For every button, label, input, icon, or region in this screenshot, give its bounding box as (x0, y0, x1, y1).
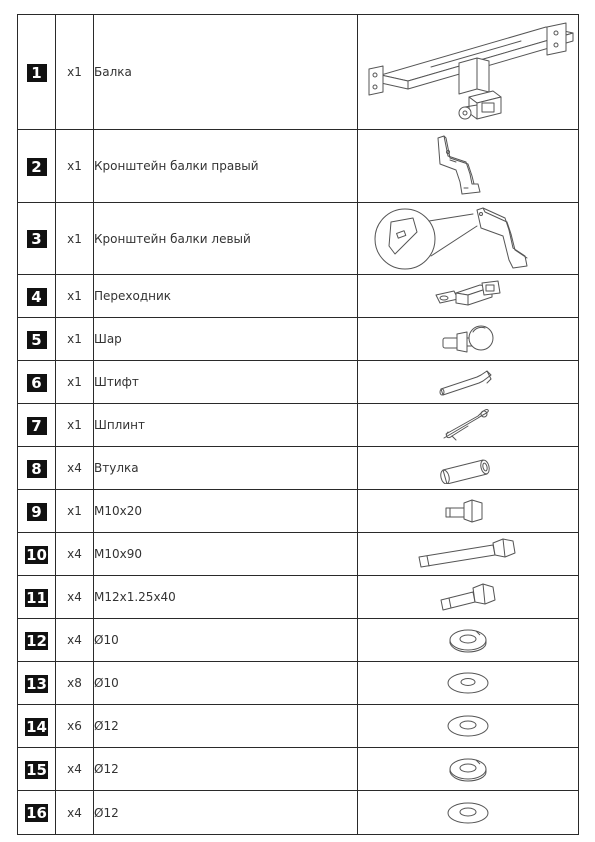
quantity-cell: x4 (56, 619, 94, 662)
quantity-cell: x1 (56, 275, 94, 318)
part-name: Шплинт (94, 404, 358, 447)
part-name: M10x20 (94, 490, 358, 533)
part-number-badge: 9 (27, 503, 47, 521)
table-row (18, 705, 579, 748)
part-number-badge: 6 (27, 374, 47, 392)
part-number-badge: 12 (26, 631, 47, 650)
quantity-cell: x1 (56, 318, 94, 361)
part-name: Ø12 (94, 748, 358, 791)
part-number-badge: 5 (27, 331, 47, 349)
part-name: Переходник (94, 275, 358, 318)
quantity-cell: x4 (56, 447, 94, 490)
table-row (18, 619, 579, 662)
table-row (18, 361, 579, 404)
quantity-cell: x1 (56, 15, 94, 130)
right-bracket-icon (418, 132, 518, 200)
quantity-cell: x1 (56, 490, 94, 533)
table-row (18, 791, 579, 835)
quantity-cell: x4 (56, 533, 94, 576)
part-number-badge: 11 (26, 588, 47, 607)
long-bolt-icon (413, 537, 523, 571)
part-name: Кронштейн балки правый (94, 130, 358, 203)
quantity-cell: x1 (56, 404, 94, 447)
table-row (18, 404, 579, 447)
table-row (18, 203, 579, 275)
table-row (18, 490, 579, 533)
quantity-cell: x4 (56, 576, 94, 619)
part-number-badge: 10 (26, 545, 47, 564)
cotter-pin-icon (438, 406, 498, 444)
spring-washer-icon (440, 623, 496, 657)
flat-washer-icon (440, 798, 496, 828)
quantity-cell: x1 (56, 361, 94, 404)
tow-bar-beam-icon (361, 17, 576, 127)
table-row (18, 318, 579, 361)
part-name: Ø12 (94, 705, 358, 748)
parts-table (17, 14, 579, 835)
pin-icon (433, 365, 503, 399)
part-number-badge: 16 (26, 804, 47, 822)
quantity-cell: x4 (56, 748, 94, 791)
part-name: Шар (94, 318, 358, 361)
flat-washer-icon (440, 668, 496, 698)
adapter-icon (428, 279, 508, 313)
table-row (18, 275, 579, 318)
quantity-cell: x8 (56, 662, 94, 705)
part-number-badge: 15 (26, 760, 47, 779)
part-name: M10x90 (94, 533, 358, 576)
table-row (18, 576, 579, 619)
part-number-badge: 3 (27, 230, 47, 248)
table-row (18, 15, 579, 130)
quantity-cell: x1 (56, 130, 94, 203)
tow-ball-icon (433, 320, 503, 358)
bolt-icon (433, 580, 503, 614)
spring-washer-icon (440, 752, 496, 786)
part-name: Втулка (94, 447, 358, 490)
part-number-badge: 14 (26, 717, 47, 736)
quantity-cell: x4 (56, 791, 94, 835)
table-row (18, 533, 579, 576)
part-name: Ø10 (94, 662, 358, 705)
table-row (18, 130, 579, 203)
short-bolt-icon (438, 495, 498, 527)
sleeve-icon (433, 452, 503, 484)
table-row (18, 748, 579, 791)
part-number-badge: 2 (27, 158, 47, 176)
quantity-cell: x6 (56, 705, 94, 748)
part-name: Ø12 (94, 791, 358, 835)
part-number-badge: 13 (26, 674, 47, 693)
table-row (18, 447, 579, 490)
part-number-badge: 1 (27, 64, 47, 82)
part-name: Балка (94, 15, 358, 130)
part-name: Кронштейн балки левый (94, 203, 358, 275)
part-name: M12x1.25x40 (94, 576, 358, 619)
part-name: Ø10 (94, 619, 358, 662)
part-name: Штифт (94, 361, 358, 404)
quantity-cell: x1 (56, 203, 94, 275)
part-number-badge: 7 (27, 417, 47, 435)
flat-washer-icon (440, 711, 496, 741)
part-number-badge: 4 (27, 288, 47, 306)
left-bracket-icon (373, 204, 563, 274)
table-row (18, 662, 579, 705)
part-number-badge: 8 (27, 460, 47, 478)
